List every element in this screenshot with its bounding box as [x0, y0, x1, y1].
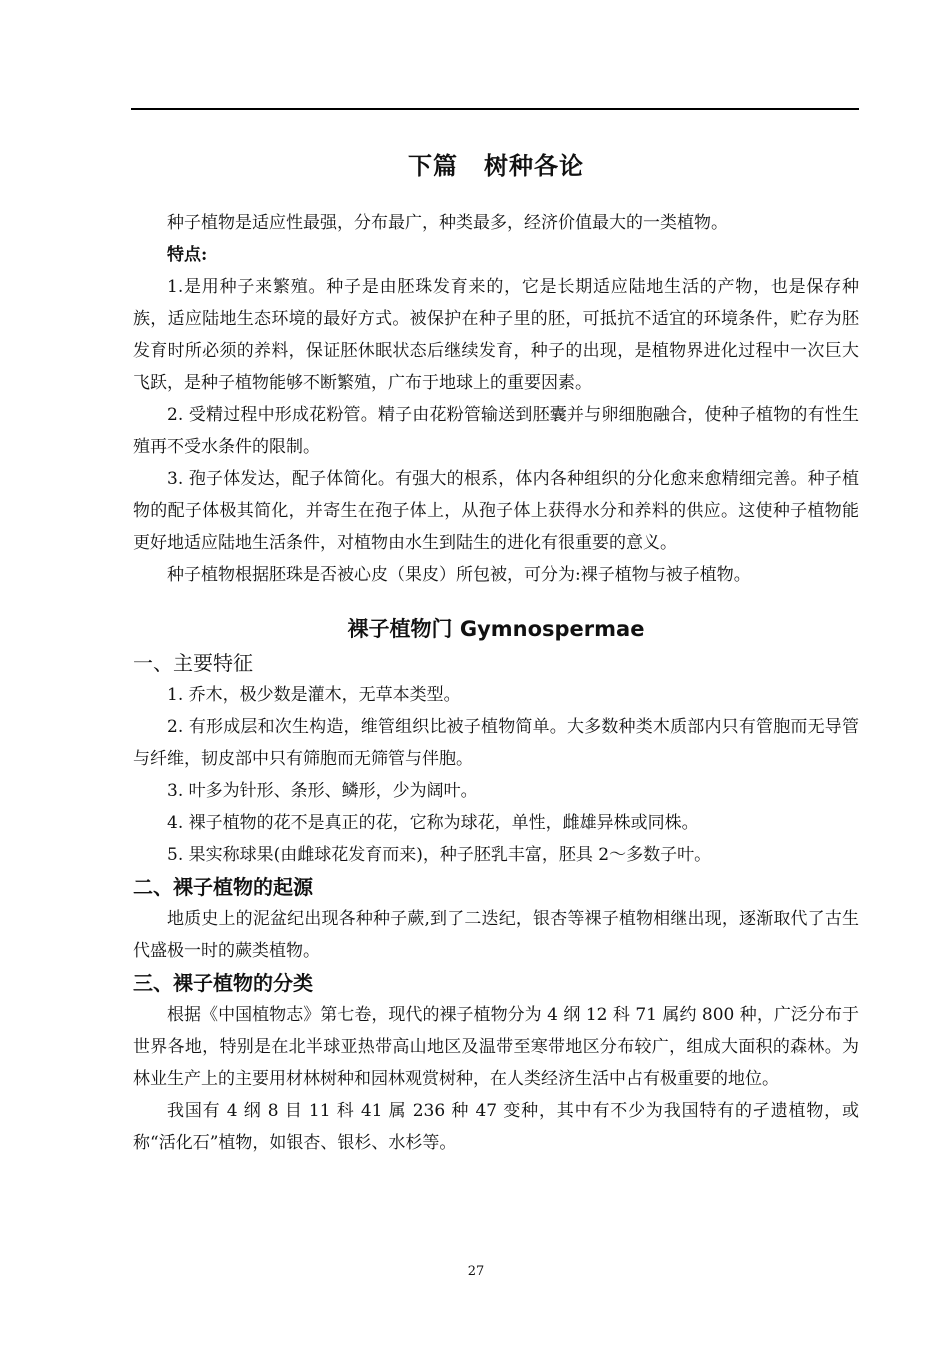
heading-classification: 三、裸子植物的分类	[133, 971, 313, 995]
gymno-feature-2: 2. 有形成层和次生构造，维管组织比被子植物简单。大多数种类木质部内只有管胞而无导管与纤维，韧皮部中只有筛胞而无筛管与伴胞。	[133, 717, 859, 769]
feature-1-paragraph: 1.是用种子来繁殖。种子是由胚珠发育来的，它是长期适应陆地生活的产物，也是保存种族，适应陆地生态环境的最好方式。被保护在种子里的胚，可抵抗不适宜的环境条件，贮存为胚发育时所必须的养料，保证胚休眠状态后继续发育，种子的出现，是植物界进化过程中一次巨大飞跃，是种子植物能够不断繁殖，广布于地球上的重要因素。	[133, 277, 859, 393]
classification-paragraph-1: 根据《中国植物志》第七卷，现代的裸子植物分为 4 纲 12 科 71 属约 800 种，广泛分布于世界各地，特别是在北半球亚热带高山地区及温带至寒带地区分布较广，组成大面积的森林。为林业生产上的主要用材林树种和园林观赏树种，在人类经济生活中占有极重要的地位。	[133, 1005, 859, 1089]
intro-paragraph: 种子植物是适应性最强，分布最广，种类最多，经济价值最大的一类植物。	[167, 213, 728, 233]
heading-main-features: 一、主要特征	[133, 651, 253, 675]
gymno-feature-3: 3. 叶多为针形、条形、鳞形，少为阔叶。	[167, 781, 478, 801]
features-label: 特点:	[167, 245, 208, 265]
heading-origin: 二、裸子植物的起源	[133, 875, 313, 899]
classification-paragraph: 种子植物根据胚珠是否被心皮（果皮）所包被，可分为:裸子植物与被子植物。	[167, 565, 751, 585]
gymno-feature-1: 1. 乔木，极少数是灌木，无草本类型。	[167, 685, 461, 705]
page-title	[133, 146, 859, 181]
gymno-feature-5: 5. 果实称球果(由雌球花发育而来)，种子胚乳丰富，胚具 2～多数子叶。	[167, 845, 712, 865]
feature-2-paragraph: 2. 受精过程中形成花粉管。精子由花粉管输送到胚囊并与卵细胞融合，使种子植物的有性生殖再不受水条件的限制。	[133, 405, 859, 457]
feature-3-paragraph: 3. 孢子体发达，配子体简化。有强大的根系，体内各种组织的分化愈来愈精细完善。种子植物的配子体极其简化，并寄生在孢子体上，从孢子体上获得水分和养料的供应。这使种子植物能更好地适应陆地生活条件，对植物由水生到陆生的进化有很重要的意义。	[133, 469, 859, 553]
classification-paragraph-2: 我国有 4 纲 8 目 11 科 41 属 236 种 47 变种，其中有不少为我国特有的孑遗植物，或称“活化石”植物，如银杏、银杉、水杉等。	[133, 1101, 859, 1153]
origin-paragraph: 地质史上的泥盆纪出现各种种子蕨,到了二迭纪，银杏等裸子植物相继出现，逐渐取代了古生代盛极一时的蕨类植物。	[133, 909, 859, 961]
gymnosperm-section-title: 裸子植物门 Gymnospermae	[347, 617, 645, 641]
page-content	[133, 140, 859, 1159]
title-part-2: 树种各论	[484, 152, 584, 180]
title-part-1: 下篇	[408, 152, 458, 180]
header-rule	[131, 108, 859, 110]
page-number: 27	[467, 1264, 485, 1279]
gymno-feature-4: 4. 裸子植物的花不是真正的花，它称为球花，单性，雌雄异株或同株。	[167, 813, 699, 833]
